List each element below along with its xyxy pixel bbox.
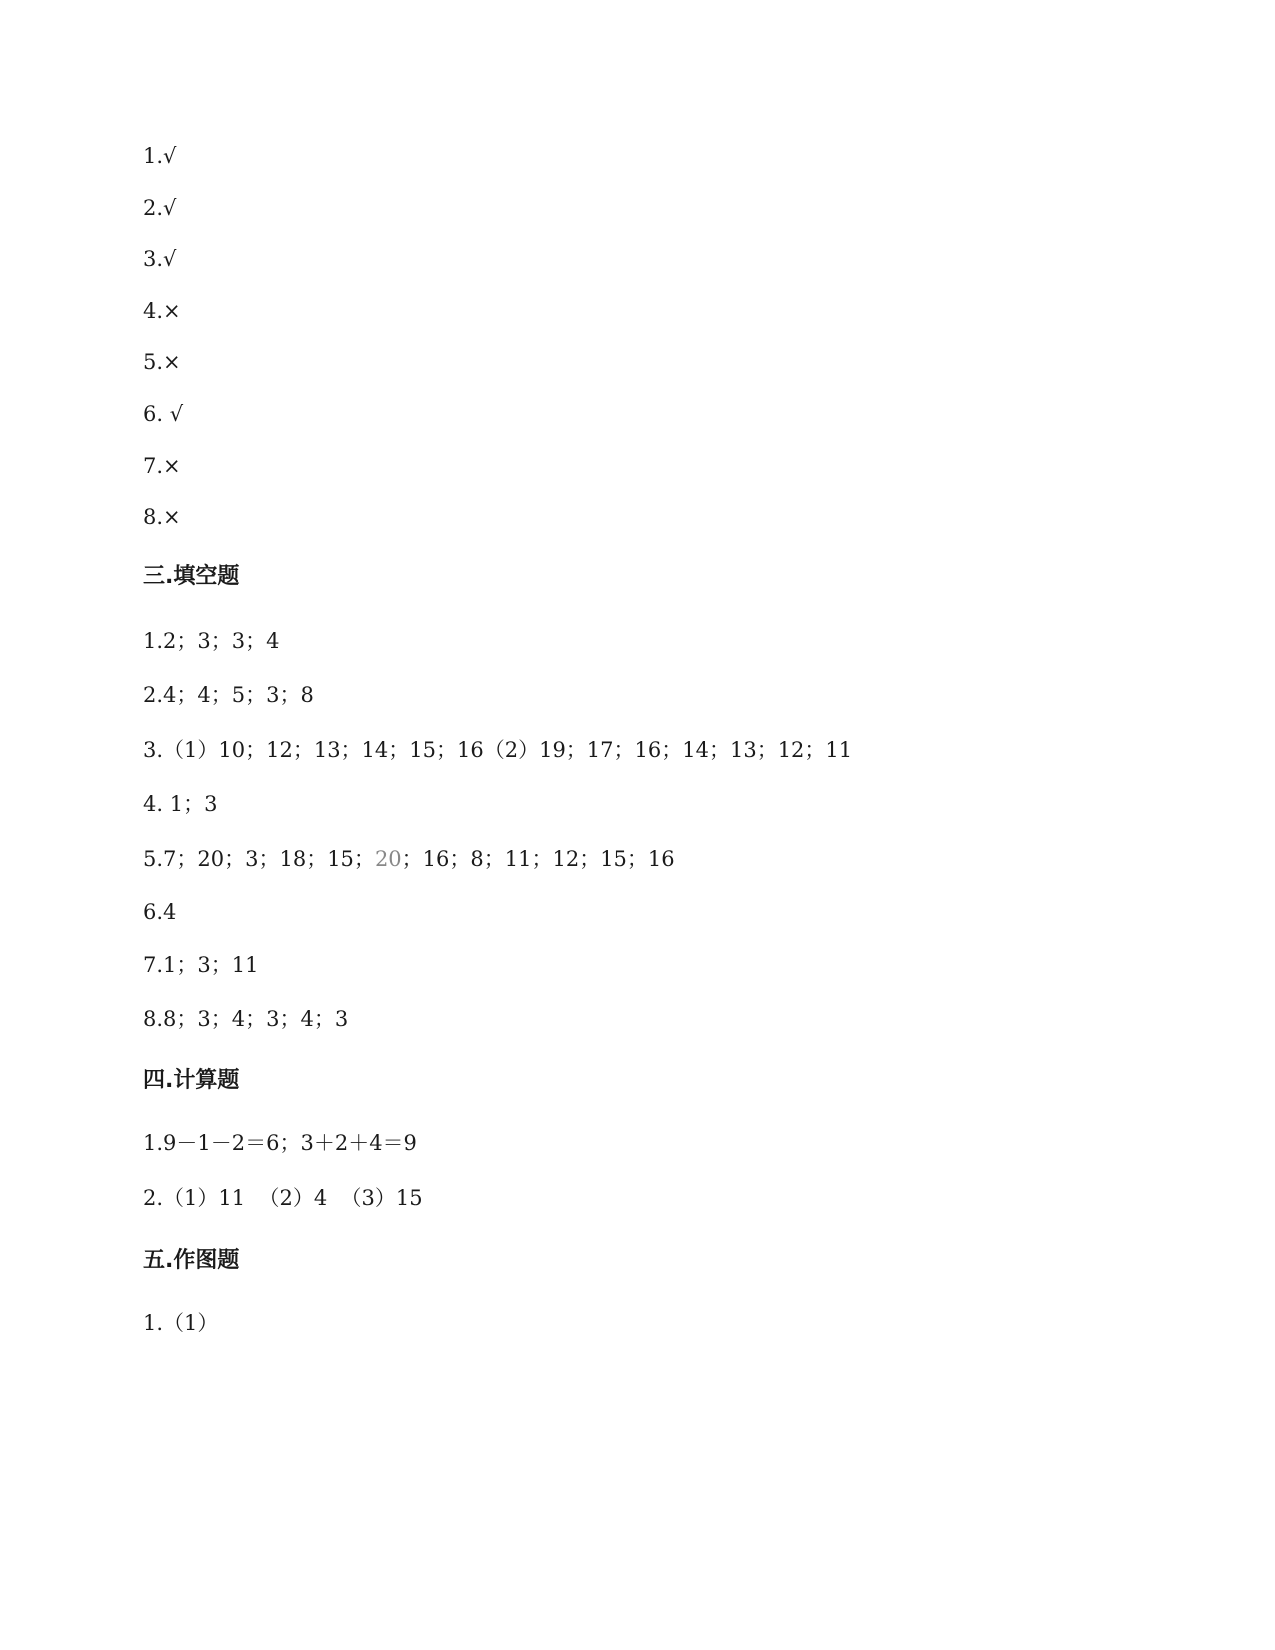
fill-in-answer-1: 1.2；3；3；4 bbox=[143, 629, 280, 653]
calculation-answer-2: 2.（1）11 （2）4 （3）15 bbox=[143, 1186, 423, 1210]
fill-in-answer-8: 8.8；3；4；3；4；3 bbox=[143, 1007, 349, 1031]
fill-in-answer-4: 4. 1；3 bbox=[143, 792, 218, 816]
fill-in-answer-3: 3.（1）10；12；13；14；15；16（2）19；17；16；14；13；12；11 bbox=[143, 738, 853, 762]
fill-in-answer-5-gray-value: 20 bbox=[374, 847, 402, 871]
section-heading-drawing: 五.作图题 bbox=[143, 1248, 240, 1273]
fill-in-answer-5 bbox=[143, 845, 675, 873]
judgement-answer-6: 6. √ bbox=[143, 402, 184, 426]
fill-in-answer-2: 2.4；4；5；3；8 bbox=[143, 683, 314, 707]
drawing-answer-1: 1.（1） bbox=[143, 1311, 219, 1335]
fill-in-answer-6: 6.4 bbox=[143, 900, 177, 924]
judgement-answer-7: 7.× bbox=[143, 454, 181, 478]
fill-in-answer-5-part-1: 5.7；20；3；18；15； bbox=[143, 847, 375, 871]
judgement-answer-4: 4.× bbox=[143, 299, 181, 323]
judgement-answer-8: 8.× bbox=[143, 505, 181, 529]
calculation-answer-1: 1.9－1－2＝6；3＋2＋4＝9 bbox=[143, 1131, 417, 1155]
judgement-answer-2: 2.√ bbox=[143, 196, 177, 220]
fill-in-answer-5-part-2: ；16；8；11；12；15；16 bbox=[401, 847, 675, 871]
judgement-answer-5: 5.× bbox=[143, 350, 181, 374]
judgement-answer-3: 3.√ bbox=[143, 247, 177, 271]
section-heading-calculation: 四.计算题 bbox=[143, 1068, 240, 1093]
fill-in-answer-7: 7.1；3；11 bbox=[143, 953, 259, 977]
judgement-answer-1: 1.√ bbox=[143, 144, 177, 168]
section-heading-fill-in: 三.填空题 bbox=[143, 564, 240, 589]
